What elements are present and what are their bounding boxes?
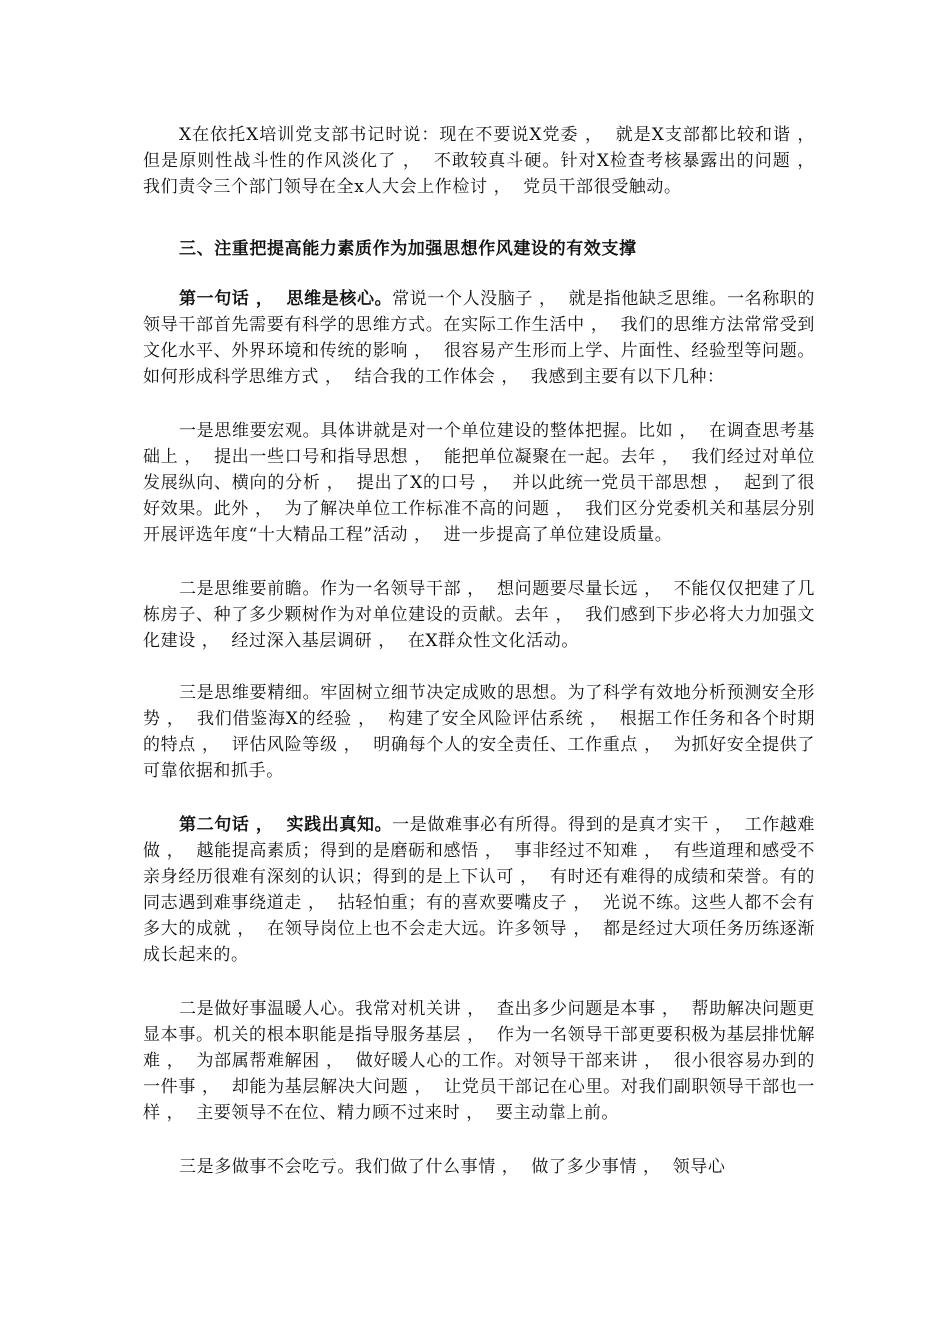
paragraph-second-phrase xyxy=(143,812,815,968)
section-heading-3: 三、注重把提高能力素质作为加强思想作风建设的有效支撑 xyxy=(179,239,637,259)
first-phrase-lead: 第一句话 ， 思维是核心。 xyxy=(179,289,393,309)
first-phrase-text: 常说一个人没脑子 ， 就是指他缺乏思维。一名称职的领导干部首先需要有科学的思维方式。在实际工作生活中 ， 我们的思维方法常常受到文化水平、外界环境和传统的影响 ， 很容易产生形而上学、片面性、经验型等问题。如何形成科学思维方式 ， 结合我的工作体会 ， 我感到主要有以下几种： xyxy=(143,289,816,387)
paragraph-more-work: 三是多做事不会吃亏。我们做了什么事情 ， 做了多少事情 ， 领导心 xyxy=(179,1157,726,1177)
second-phrase-text: 一是做难事必有所得。得到的是真才实干 ， 工作越难做 ， 越能提高素质；得到的是磨砺和感悟 ， 事非经过不知难 ， 有些道理和感受不亲身经历很难有深刻的认识；得到的是上下认可 ， 有时还有难得的成绩和荣誉。有的同志遇到难事绕道走 ， 拈轻怕重；有的喜欢要嘴皮子 ， 光说不练。这些人都不会有多大的成就 ， 在领导岗位上也不会走大远。许多领导 ， 都是经过大项任务历练逐渐成长起来的。 xyxy=(143,815,816,965)
spacer xyxy=(143,200,815,236)
paragraph-party-branch-criticism: X在依托X培训党支部书记时说：现在不要说X党委 ， 就是X支部都比较和谐 ， 但是原则性战斗性的作风淡化了 ， 不敢较真斗硬。针对X检查考核暴露出的问题 ， 我们责令三个部门领导在全x人大会上作检讨 ， 党员干部很受触动。 xyxy=(143,125,828,197)
document-body xyxy=(143,122,828,1180)
spacer xyxy=(143,784,815,812)
paragraph-forward-thinking: 二是思维要前瞻。作为一名领导干部 ， 想问题要尽量长远 ， 不能仅仅把建了几栋房子、种了多少颗树作为对单位建设的贡献。去年 ， 我们感到下步必将大力加强文化建设 ， 经过深入基层调研 ， 在X群众性文化活动。 xyxy=(143,579,815,651)
spacer xyxy=(143,262,815,286)
spacer xyxy=(143,548,815,576)
second-phrase-lead: 第二句话 ， 实践出真知。 xyxy=(179,815,393,835)
spacer xyxy=(143,1126,815,1154)
spacer xyxy=(143,390,815,418)
paragraph-good-deeds: 二是做好事温暖人心。我常对机关讲 ， 查出多少问题是本事 ， 帮助解决问题更显本事。机关的根本职能是指导服务基层 ， 作为一名领导干部更要积极为基层排忧解难 ， 为部属帮难解困 ， 做好暖人心的工作。对领导干部来讲 ， 很小很容易办到的一件事 ， 却能为基层解决大问题 ， 让党员干部记在心里。对我们副职领导干部也一样 ， 主要领导不在位、精力顾不过来时 ， 要主动靠上前。 xyxy=(143,999,815,1123)
spacer xyxy=(143,654,815,680)
spacer xyxy=(143,968,815,996)
paragraph-detailed-thinking: 三是思维要精细。牢固树立细节决定成败的思想。为了科学有效地分析预测安全形势 ， 我们借鉴海X的经验 ， 构建了安全风险评估系统 ， 根据工作任务和各个时期的特点 ， 评估风险等级 ， 明确每个人的安全责任、工作重点 ， 为抓好安全提供了可靠依据和抓手。 xyxy=(143,683,815,781)
paragraph-macro-thinking: 一是思维要宏观。具体讲就是对一个单位建设的整体把握。比如 ， 在调查思考基础上 ， 提出一些口号和指导思想 ， 能把单位凝聚在一起。去年 ， 我们经过对单位发展纵向、横向的分析 ， 提出了X的口号 ， 并以此统一党员干部思想 ， 起到了很好效果。此外 ， 为了解决单位工作标准不高的问题 ， 我们区分党委机关和基层分别开展评选年度“十大精品工程”活动 ， 进一步提高了单位建设质量。 xyxy=(143,421,815,545)
paragraph-first-phrase xyxy=(143,286,815,390)
